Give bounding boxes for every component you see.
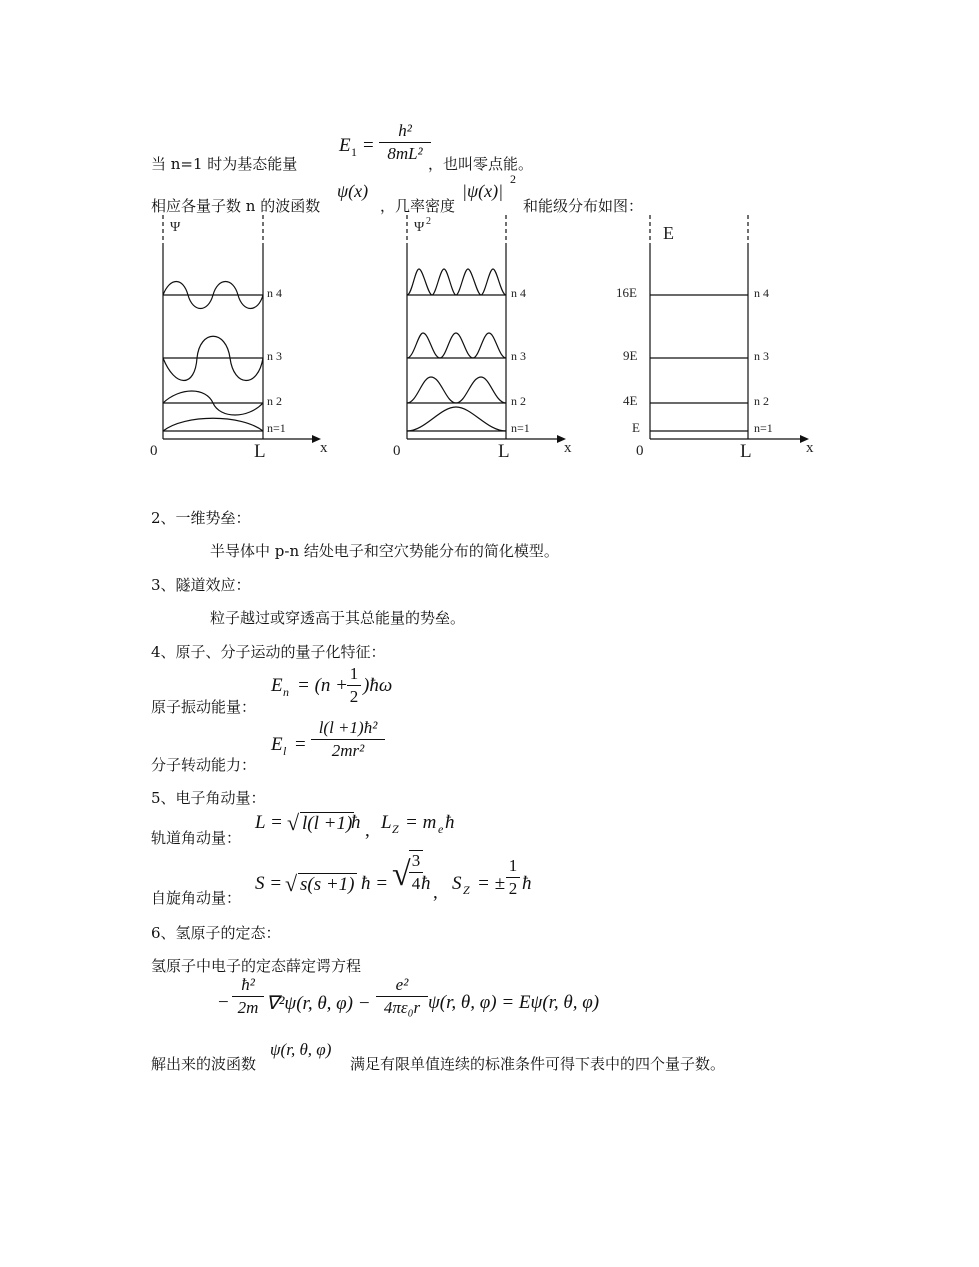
line-figure-intro: 和能级分布如图：: [523, 197, 644, 215]
energy-level-1: n=1: [754, 421, 773, 435]
molecular-rotation-label: 分子转动能力：: [151, 756, 257, 774]
formula-psi-x: ψ(x): [337, 181, 369, 201]
prob-end: L: [498, 441, 510, 462]
line-wavefunction-intro: 相应各量子数 n 的波函数: [151, 197, 321, 215]
wave-level-1: n=1: [267, 421, 286, 435]
prob-ysup: 2: [426, 216, 431, 227]
section-3-body: 粒子越过或穿透高于其总能量的势垒。: [210, 609, 466, 627]
section-3-title: 3、隧道效应：: [151, 576, 251, 594]
prob-level-3: n 3: [511, 349, 526, 363]
wave-ylabel: Ψ: [170, 220, 181, 235]
formula-psi-r: ψ(r, θ, φ): [270, 1040, 332, 1059]
formula-psi-sq: 2: [510, 172, 516, 186]
energy-axis: x: [806, 440, 814, 456]
formula-El: E l = $\frac{\text{l(l +1)ħ²}}{\text{2mr²}}$: [271, 718, 391, 768]
line-probability: ，几率密度: [380, 197, 456, 215]
section-4-title: 4、原子、分子运动的量子化特征：: [151, 643, 386, 661]
section-5-title: 5、电子角动量：: [151, 789, 266, 807]
line-zero-point: ，也叫零点能。: [428, 155, 534, 173]
formula-schrodinger: − $\frac{\text{ħ²}}{2m}$ ∇²ψ(r, θ, φ) − $\frac{\text{e²}}{\text{4πε₀r}}$ ψ(r, θ, φ) = Eψ(r, θ, φ): [218, 975, 600, 1017]
prob-level-4: n 4: [511, 286, 526, 300]
section-6-last-tail: 满足有限单值连续的标准条件可得下表中的四个量子数。: [350, 1055, 726, 1073]
wave-level-3: n 3: [267, 349, 282, 363]
formula-L: L = √ l(l +1) ħ , L Z = m e ħ: [255, 810, 455, 841]
formula-S: S = √ s(s +1) ħ = √ $\frac{3}{4}$ ħ , S Z = ± $\frac{1}{2}$ ħ: [255, 851, 532, 903]
formula-E1: E 1 = $\frac{\text{h²}}{\text{8mL²}}$: [337, 121, 431, 171]
section-2-body: 半导体中 p-n 结处电子和空穴势能分布的简化模型。: [210, 542, 559, 560]
energy-ylabel: E: [663, 223, 674, 243]
prob-origin: 0: [393, 443, 401, 459]
prob-ylabel: Ψ: [414, 220, 425, 235]
wave-end: L: [254, 441, 266, 462]
section-6-last-prefix: 解出来的波函数: [151, 1055, 257, 1073]
section-6-body: 氢原子中电子的定态薛定谔方程: [151, 957, 362, 975]
energy-value-E: E: [632, 420, 640, 435]
energy-level-2: n 2: [754, 394, 769, 408]
formula-psi-abs: |ψ(x)|: [462, 181, 504, 201]
energy-value-9E: 9E: [623, 348, 638, 363]
prob-axis: x: [564, 440, 572, 456]
wave-axis: x: [320, 440, 328, 456]
wave-origin: 0: [150, 443, 158, 459]
energy-value-16E: 16E: [616, 285, 637, 300]
prob-level-1: n=1: [511, 421, 530, 435]
line-ground-state: 当 n=1 时为基态能量: [151, 155, 298, 173]
energy-end: L: [740, 441, 752, 462]
prob-level-2: n 2: [511, 394, 526, 408]
orbital-angular-momentum-label: 轨道角动量：: [151, 829, 242, 847]
section-2-title: 2、一维势垒：: [151, 509, 251, 527]
formula-En: E n = (n + $\frac{1}{2}$ )ħω: [271, 664, 393, 706]
energy-level-3: n 3: [754, 349, 769, 363]
quantum-well-diagrams: [140, 215, 840, 470]
section-6-title: 6、氢原子的定态：: [151, 924, 281, 942]
atomic-vibration-label: 原子振动能量：: [151, 698, 257, 716]
energy-level-4: n 4: [754, 286, 769, 300]
energy-value-4E: 4E: [623, 393, 638, 408]
wave-level-4: n 4: [267, 286, 282, 300]
wave-level-2: n 2: [267, 394, 282, 408]
energy-origin: 0: [636, 443, 644, 459]
spin-angular-momentum-label: 自旋角动量：: [151, 889, 242, 907]
